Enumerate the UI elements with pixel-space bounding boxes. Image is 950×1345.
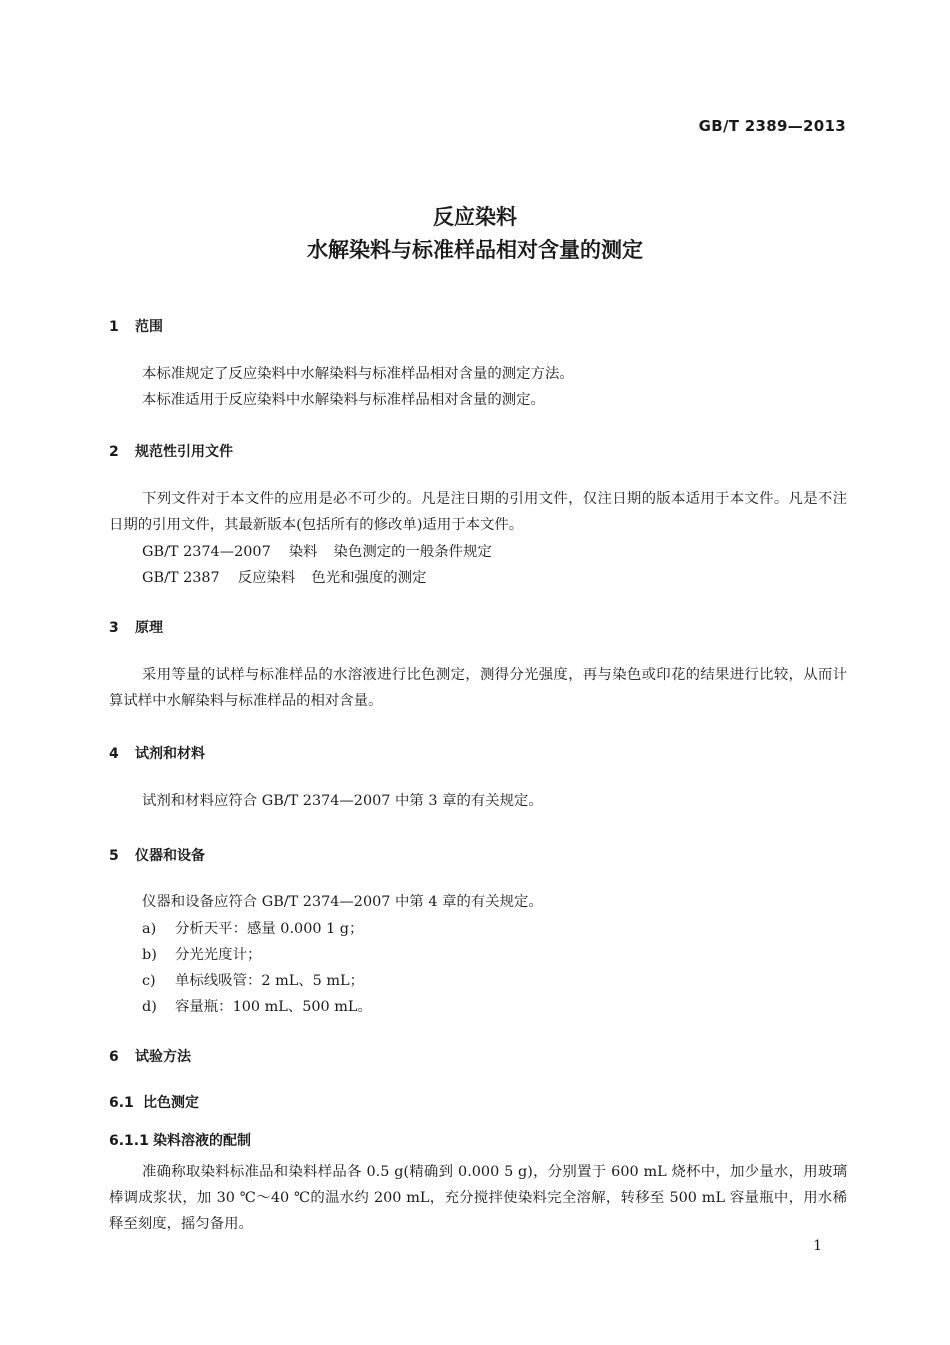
scope-paragraph-1: 本标准规定了反应染料中水解染料与标准样品相对含量的测定方法。 <box>142 366 574 382</box>
principle-paragraph: 采用等量的试样与标准样品的水溶液进行比色测定，测得分光强度，再与染色或印花的结果进行比较，从而计算试样中水解染料与标准样品的相对含量。 <box>109 667 847 709</box>
apparatus-list-item <box>142 969 364 990</box>
apparatus-list-item <box>142 917 363 938</box>
solution-prep-paragraph: 准确称取染料标准品和染料样品各 0.5 g(精确到 0.000 5 g)，分别置于 600 mL 烧杯中，加少量水，用玻璃棒调成浆状，加 30 ℃～40 ℃的温水约 200 mL，充分搅拌使染料完全溶解，转移至 500 mL 容量瓶中，用水稀释至刻度，摇匀备用。 <box>109 1164 847 1232</box>
section-title: 原理 <box>135 620 163 636</box>
section-title: 范围 <box>135 319 163 335</box>
section-heading-apparatus <box>109 845 205 865</box>
section-number: 6.1 <box>109 1095 134 1111</box>
reference-code: GB/T 2387 <box>142 570 220 586</box>
reference-title-part: 色光和强度的测定 <box>311 570 427 586</box>
references-intro: 下列文件对于本文件的应用是必不可少的。凡是注日期的引用文件，仅注日期的版本适用于本文件。凡是不注日期的引用文件，其最新版本(包括所有的修改单)适用于本文件。 <box>109 491 847 533</box>
section-title: 染料溶液的配制 <box>153 1133 251 1149</box>
subsubsection-heading-solution-prep <box>109 1130 251 1150</box>
subsection-heading-colorimetry <box>109 1092 199 1112</box>
section-title: 规范性引用文件 <box>135 444 233 460</box>
document-title-line1: 反应染料 <box>433 205 517 229</box>
list-marker: d) <box>142 999 157 1015</box>
section-number: 2 <box>109 444 119 460</box>
reference-title-part: 反应染料 <box>237 570 296 586</box>
reference-item <box>142 540 492 561</box>
section-title: 试验方法 <box>135 1049 191 1065</box>
section-title: 仪器和设备 <box>135 848 205 864</box>
page-number: 1 <box>813 1238 822 1254</box>
apparatus-paragraph: 仪器和设备应符合 GB/T 2374—2007 中第 4 章的有关规定。 <box>142 894 543 910</box>
section-number: 1 <box>109 319 119 335</box>
apparatus-list-item <box>142 995 372 1016</box>
list-marker: c) <box>142 973 156 989</box>
list-marker: a) <box>142 921 157 937</box>
apparatus-list-item <box>142 943 261 964</box>
reference-code: GB/T 2374—2007 <box>142 544 271 560</box>
reference-title-part: 染色测定的一般条件规定 <box>333 544 492 560</box>
section-number: 4 <box>109 746 119 762</box>
scope-paragraph-2: 本标准适用于反应染料中水解染料与标准样品相对含量的测定。 <box>142 392 545 408</box>
section-heading-principle <box>109 617 163 637</box>
section-number: 6.1.1 <box>109 1133 149 1149</box>
list-item-text: 单标线吸管：2 mL、5 mL； <box>175 973 364 989</box>
reference-title-part: 染料 <box>288 544 318 560</box>
list-marker: b) <box>142 947 157 963</box>
list-item-text: 分光光度计； <box>175 947 262 963</box>
section-number: 6 <box>109 1049 119 1065</box>
section-title: 试剂和材料 <box>135 746 205 762</box>
section-heading-references <box>109 441 233 461</box>
reference-item <box>142 566 426 587</box>
section-heading-scope <box>109 316 163 336</box>
list-item-text: 分析天平：感量 0.000 1 g； <box>175 921 364 937</box>
document-title-line2: 水解染料与标准样品相对含量的测定 <box>307 238 643 262</box>
standard-number: GB/T 2389—2013 <box>698 117 846 135</box>
section-title: 比色测定 <box>143 1095 199 1111</box>
reagents-paragraph: 试剂和材料应符合 GB/T 2374—2007 中第 3 章的有关规定。 <box>142 793 543 809</box>
list-item-text: 容量瓶：100 mL、500 mL。 <box>175 999 372 1015</box>
section-number: 3 <box>109 620 119 636</box>
section-number: 5 <box>109 848 119 864</box>
section-heading-reagents <box>109 743 205 763</box>
section-heading-method <box>109 1046 191 1066</box>
